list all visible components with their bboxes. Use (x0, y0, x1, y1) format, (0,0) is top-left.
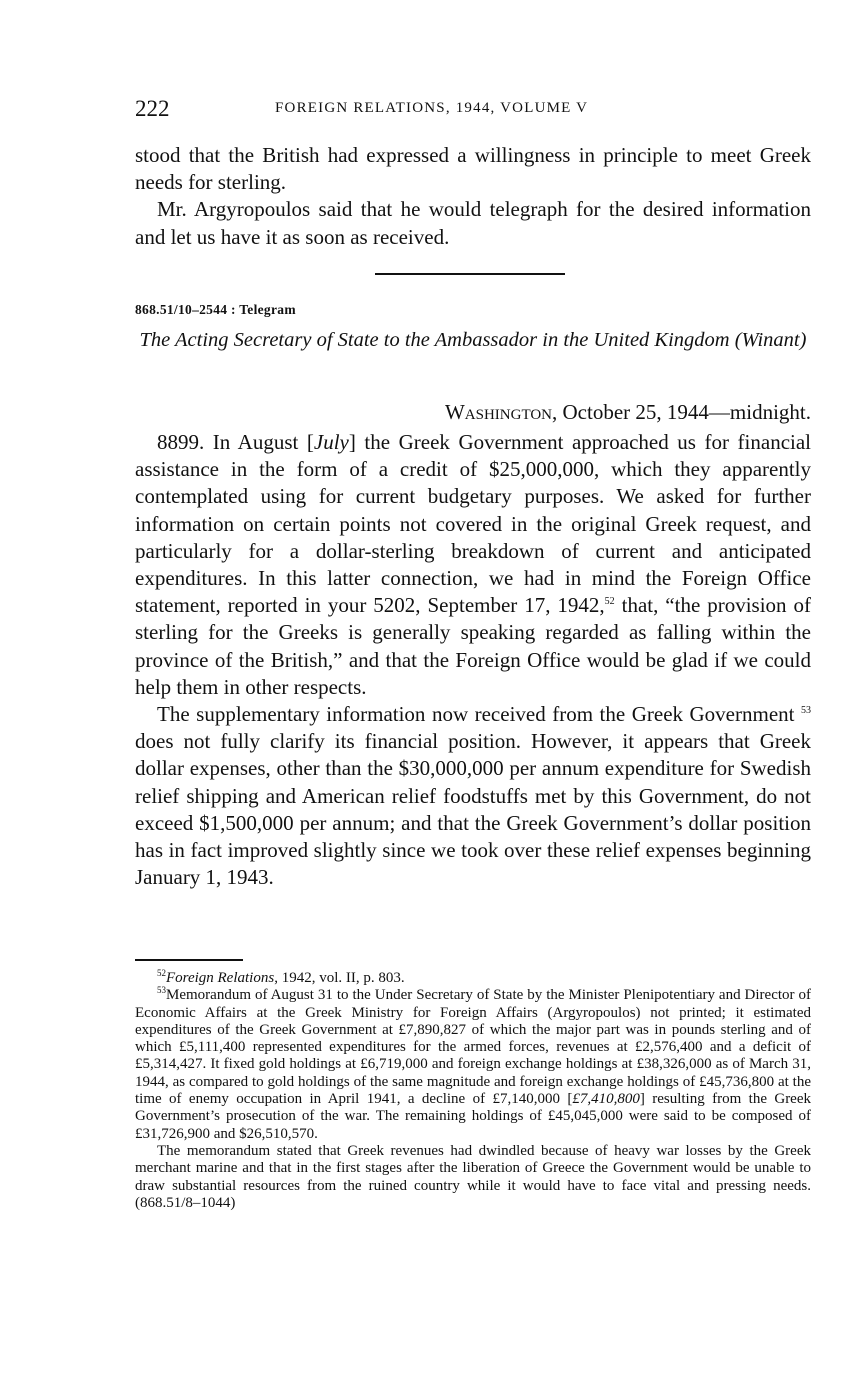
running-title: FOREIGN RELATIONS, 1944, VOLUME V (275, 100, 589, 116)
footnote-52 (135, 970, 811, 987)
footnote-53 (135, 987, 811, 1143)
footnote-ref-53: 53 (801, 705, 811, 717)
footnote-correction: £7,410,800 (572, 1091, 640, 1108)
footnote-mark: 52 (157, 968, 166, 978)
footnote-divider (135, 959, 243, 961)
telegram-text: does not fully clarify its financial position. However, it appears that Greek dollar expenses, other than the $30,000,000 per annum expenditure for Swedish relief shipping and American relief foodstuffs met by this Government, do not exceed $1,500,000 per annum; and that the Greek Government’s dollar position has in fact improved slightly since we took over these relief expenses beginning January 1, 1943. (135, 729, 811, 890)
footnote-ref-52: 52 (604, 596, 615, 608)
opening-text (135, 142, 811, 251)
dateline-place: Washington (444, 400, 553, 424)
footnotes (135, 970, 811, 1212)
footnote-text: Memorandum of August 31 to the Under Secretary of State by the Minister Plenipotentiary and Director of Economic Affairs at the Greek Ministry for Foreign Affairs (Argyropoulos) not printed; it estimated expenditures of the Greek Government at £7,890,827 of which the major part was in pounds sterling and of which £5,111,400 represented expenditures for the armed forces, revenues at £2,576,400 and a deficit of £5,314,427. It fixed gold holdings at £6,719,000 and foreign exchange holdings at £38,326,000 as of March 31, 1944, as compared to gold holdings of the same magnitude and foreign exchange holdings of £45,736,800 at the time of enemy occupation in April 1941, a decline of £7,140,000 [ (135, 987, 811, 1108)
telegram-text: that, “the provision of sterling for the Greeks is generally speaking regarded as falling within the province of the British,” and that the Foreign Office would be glad if we could help them in other respects. (135, 593, 811, 699)
footnote-53-continuation: The memorandum stated that Greek revenues had dwindled because of heavy war losses by the Greek merchant marine and that in the first stages after the liberation of Greece the Government would be unable to draw substantial resources from the ruined country while it would have to face vital and pressing needs. (868.51/8–1044) (135, 1142, 811, 1211)
section-divider (375, 273, 565, 275)
telegram-paragraph-2 (135, 701, 811, 891)
footnote-text: , 1942, vol. II, p. 803. (274, 970, 405, 986)
editorial-correction: July (313, 430, 349, 454)
footnote-source-title: Foreign Relations (166, 970, 275, 986)
footnote-text: ] resulting from the Greek Government’s prosecution of the war. The remaining holdings of £45,045,000 were said to be composed of £31,726,900 and $26,510,570. (135, 1091, 811, 1142)
opening-paragraph-1: stood that the British had expressed a willingness in principle to meet Greek needs for sterling. (135, 143, 811, 195)
file-number: 868.51/10–2544 : Telegram (135, 302, 296, 317)
document-title: The Acting Secretary of State to the Ambassador in the United Kingdom (Winant) (139, 329, 807, 351)
page-number: 222 (135, 96, 170, 121)
page-header (135, 96, 811, 126)
telegram-paragraph-1 (135, 429, 811, 701)
dateline (445, 400, 811, 425)
telegram-text: The supplementary information now received from the Greek Government (157, 702, 801, 727)
footnote-mark: 53 (157, 985, 166, 996)
dateline-date: , October 25, 1944—midnight. (552, 400, 811, 424)
telegram-text: ] the Greek Government approached us for financial assistance in the form of a credit of $25,000,000, which they apparently contemplated using for current budgetary purposes. We asked for further information on certain points not covered in the original Greek request, and particularly for a dollar-sterling breakdown of current and anticipated expenditures. In this latter connection, we had in mind the Foreign Office statement, reported in your 5202, September 17, 1942, (135, 430, 812, 618)
telegram-text: 8899. In August [ (157, 430, 314, 454)
telegram-body (135, 429, 811, 891)
opening-paragraph-2: Mr. Argyropoulos said that he would telegraph for the desired information and let us have it as soon as received. (135, 197, 811, 249)
